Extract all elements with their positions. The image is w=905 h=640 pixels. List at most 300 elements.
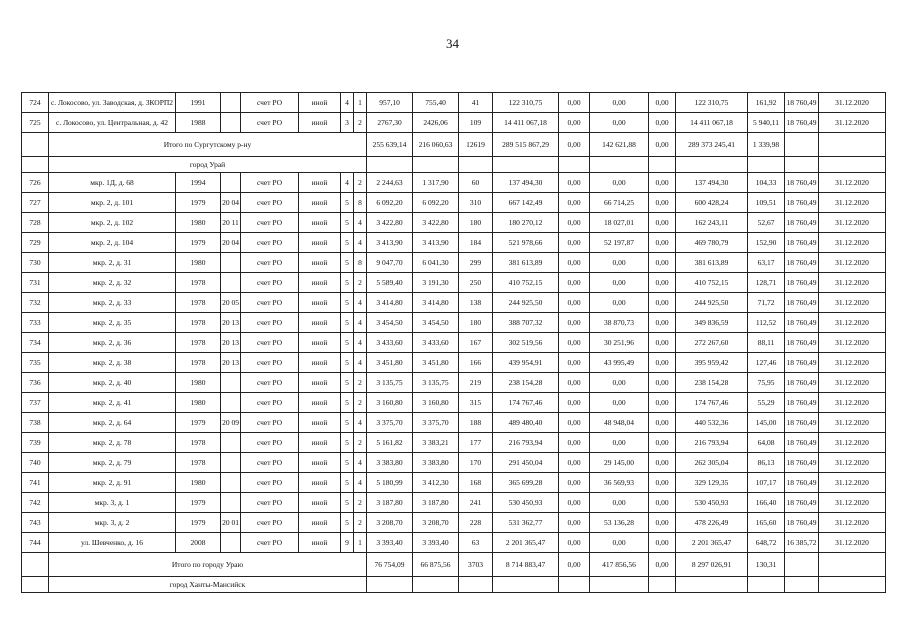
table-row: [22, 373, 886, 393]
table-cell: 31.12.2020: [819, 173, 886, 193]
table-cell: 0,00: [649, 233, 676, 253]
table-cell: 0,00: [559, 493, 590, 513]
table-cell: [785, 577, 819, 593]
table-cell: иной: [299, 413, 341, 433]
table-cell: 0,00: [590, 493, 649, 513]
table-cell: 180: [459, 213, 493, 233]
table-cell: [559, 577, 590, 593]
table-cell: 0,00: [559, 193, 590, 213]
table-row: [22, 393, 886, 413]
table-cell: [459, 577, 493, 593]
total-label: Итого по городу Ураю: [49, 553, 367, 577]
table-row: [22, 93, 886, 113]
table-cell: иной: [299, 433, 341, 453]
table-cell: 122 310,75: [676, 93, 748, 113]
total-label: Итого по Сургутскому р-ну: [49, 133, 367, 157]
table-cell: 0,00: [649, 193, 676, 213]
table-cell: 315: [459, 393, 493, 413]
table-cell: 1979: [176, 193, 221, 213]
table-cell: 241: [459, 493, 493, 513]
table-cell: 291 450,04: [493, 453, 559, 473]
table-cell: 410 752,15: [676, 273, 748, 293]
table-row: [22, 473, 886, 493]
table-row: [22, 533, 886, 553]
table-cell: 166,40: [748, 493, 785, 513]
table-cell: 3703: [459, 553, 493, 577]
table-cell: [785, 553, 819, 577]
table-cell: [221, 173, 241, 193]
table-cell: 238 154,28: [676, 373, 748, 393]
table-cell: 137 494,30: [493, 173, 559, 193]
table-cell: 2: [354, 373, 367, 393]
table-row: [22, 273, 886, 293]
table-cell: 64,08: [748, 433, 785, 453]
table-cell: 299: [459, 253, 493, 273]
table-cell: [819, 577, 886, 593]
table-cell: 75,95: [748, 373, 785, 393]
table-cell: иной: [299, 293, 341, 313]
table-cell: [676, 157, 748, 173]
table-cell: 18 760,49: [785, 213, 819, 233]
table-cell: 0,00: [559, 333, 590, 353]
table-body: [22, 93, 886, 593]
table-cell: 2: [354, 273, 367, 293]
cell-address: с. Локосово, ул. Заводская, д. 3КОРП2: [49, 93, 176, 113]
table-cell: 0,00: [649, 113, 676, 133]
table-cell: 1980: [176, 253, 221, 273]
cell-address: мкр. 2, д. 38: [49, 353, 176, 373]
table-cell: 724: [22, 93, 49, 113]
table-cell: 2426,06: [413, 113, 459, 133]
table-cell: 648,72: [748, 533, 785, 553]
table-cell: 417 856,56: [590, 553, 649, 577]
table-cell: 31.12.2020: [819, 273, 886, 293]
table-cell: 5 161,82: [367, 433, 413, 453]
table-row: [22, 213, 886, 233]
table-cell: 52,67: [748, 213, 785, 233]
table-cell: 439 954,91: [493, 353, 559, 373]
table-cell: 4: [354, 213, 367, 233]
table-cell: 302 519,56: [493, 333, 559, 353]
table-cell: 137 494,30: [676, 173, 748, 193]
table-cell: 1978: [176, 293, 221, 313]
table-cell: счет РО: [241, 333, 299, 353]
table-cell: 3 414,80: [367, 293, 413, 313]
table-cell: 2 201 365,47: [493, 533, 559, 553]
table-cell: 31.12.2020: [819, 293, 886, 313]
table-cell: 0,00: [649, 213, 676, 233]
table-cell: 5: [341, 353, 354, 373]
total-row: [22, 133, 886, 157]
table-cell: 166: [459, 353, 493, 373]
table-cell: 0,00: [649, 453, 676, 473]
table-cell: счет РО: [241, 393, 299, 413]
table-cell: 165,60: [748, 513, 785, 533]
table-cell: 3 187,80: [413, 493, 459, 513]
table-cell: 3 383,21: [413, 433, 459, 453]
table-cell: 138: [459, 293, 493, 313]
table-cell: 18 760,49: [785, 353, 819, 373]
table-cell: 729: [22, 233, 49, 253]
table-cell: [748, 577, 785, 593]
table-cell: счет РО: [241, 473, 299, 493]
table-cell: 4: [354, 353, 367, 373]
table-cell: 5: [341, 193, 354, 213]
table-cell: 0,00: [559, 413, 590, 433]
table-cell: 310: [459, 193, 493, 213]
table-cell: 29 145,00: [590, 453, 649, 473]
table-row: [22, 513, 886, 533]
table-cell: 0,00: [559, 133, 590, 157]
table-cell: 4: [354, 333, 367, 353]
table-cell: иной: [299, 193, 341, 213]
table-cell: 3 433,60: [413, 333, 459, 353]
table-cell: 3 160,80: [367, 393, 413, 413]
table-cell: 8 297 026,91: [676, 553, 748, 577]
table-cell: 1991: [176, 93, 221, 113]
table-cell: 18 760,49: [785, 113, 819, 133]
table-cell: 216 793,94: [676, 433, 748, 453]
cell-address: мкр. 3, д. 2: [49, 513, 176, 533]
table-cell: 1979: [176, 493, 221, 513]
table-cell: 31.12.2020: [819, 513, 886, 533]
table-cell: 3 393,40: [367, 533, 413, 553]
table-cell: счет РО: [241, 293, 299, 313]
table-cell: 5: [341, 333, 354, 353]
table-cell: 3 454,50: [367, 313, 413, 333]
table-cell: счет РО: [241, 233, 299, 253]
cell-address: ул. Шевченко, д. 16: [49, 533, 176, 553]
cell-address: мкр. 2, д. 104: [49, 233, 176, 253]
table-cell: 5 940,11: [748, 113, 785, 133]
table-cell: 18 760,49: [785, 93, 819, 113]
table-cell: 8 714 883,47: [493, 553, 559, 577]
table-cell: 60: [459, 173, 493, 193]
cell-address: мкр. 2, д. 33: [49, 293, 176, 313]
table-cell: 478 226,49: [676, 513, 748, 533]
section-row: [22, 577, 886, 593]
table-cell: 0,00: [559, 233, 590, 253]
table-cell: 53 136,28: [590, 513, 649, 533]
table-cell: 109: [459, 113, 493, 133]
table-cell: счет РО: [241, 313, 299, 333]
table-cell: иной: [299, 513, 341, 533]
table-cell: [221, 373, 241, 393]
housing-registry-table: [21, 92, 886, 593]
table-cell: 410 752,15: [493, 273, 559, 293]
table-cell: 1978: [176, 313, 221, 333]
table-cell: 244 925,50: [493, 293, 559, 313]
table-cell: 31.12.2020: [819, 353, 886, 373]
table-cell: 2: [354, 433, 367, 453]
table-cell: 1: [354, 533, 367, 553]
table-cell: 0,00: [559, 113, 590, 133]
table-cell: 3: [341, 113, 354, 133]
table-cell: 755,40: [413, 93, 459, 113]
table-cell: 0,00: [559, 393, 590, 413]
cell-address: мкр. 2, д. 79: [49, 453, 176, 473]
table-cell: счет РО: [241, 113, 299, 133]
table-cell: 88,11: [748, 333, 785, 353]
table-cell: иной: [299, 273, 341, 293]
table-cell: 18 760,49: [785, 453, 819, 473]
table-cell: [819, 133, 886, 157]
table-cell: 3 383,80: [367, 453, 413, 473]
table-cell: 1 339,98: [748, 133, 785, 157]
table-cell: [367, 157, 413, 173]
table-cell: 289 515 867,29: [493, 133, 559, 157]
table-cell: 112,52: [748, 313, 785, 333]
table-cell: [221, 253, 241, 273]
cell-address: с. Локосово, ул. Центральная, д. 42: [49, 113, 176, 133]
table-cell: 1994: [176, 173, 221, 193]
table-cell: [819, 553, 886, 577]
table-cell: 174 767,46: [676, 393, 748, 413]
table-cell: 0,00: [649, 313, 676, 333]
table-cell: иной: [299, 253, 341, 273]
table-cell: 31.12.2020: [819, 333, 886, 353]
table-cell: 18 760,49: [785, 273, 819, 293]
table-cell: 3 191,30: [413, 273, 459, 293]
table-cell: 731: [22, 273, 49, 293]
cell-address: мкр. 2, д. 40: [49, 373, 176, 393]
table-cell: 228: [459, 513, 493, 533]
table-cell: иной: [299, 313, 341, 333]
table-cell: 0,00: [649, 273, 676, 293]
table-row: [22, 413, 886, 433]
table-cell: 5: [341, 373, 354, 393]
table-cell: 5: [341, 233, 354, 253]
table-cell: 18 760,49: [785, 333, 819, 353]
table-cell: [676, 577, 748, 593]
table-cell: 0,00: [590, 273, 649, 293]
table-cell: 18 760,49: [785, 393, 819, 413]
table-cell: 20 09: [221, 413, 241, 433]
table-cell: счет РО: [241, 453, 299, 473]
table-cell: иной: [299, 233, 341, 253]
table-cell: 1980: [176, 393, 221, 413]
table-cell: [413, 157, 459, 173]
table-cell: 31.12.2020: [819, 453, 886, 473]
table-cell: 734: [22, 333, 49, 353]
table-cell: 31.12.2020: [819, 373, 886, 393]
table-cell: 3 454,50: [413, 313, 459, 333]
table-cell: 5: [341, 453, 354, 473]
table-cell: 2767,30: [367, 113, 413, 133]
table-cell: 31.12.2020: [819, 253, 886, 273]
table-cell: 31.12.2020: [819, 413, 886, 433]
table-cell: 440 532,36: [676, 413, 748, 433]
table-cell: 489 480,40: [493, 413, 559, 433]
table-cell: 3 422,80: [367, 213, 413, 233]
table-cell: 744: [22, 533, 49, 553]
table-cell: 219: [459, 373, 493, 393]
table-cell: [221, 493, 241, 513]
table-cell: 8: [354, 253, 367, 273]
table-row: [22, 353, 886, 373]
table-row: [22, 493, 886, 513]
table-cell: 5: [341, 493, 354, 513]
cell-address: мкр. 2, д. 64: [49, 413, 176, 433]
table-cell: 4: [354, 293, 367, 313]
table-cell: 43 995,49: [590, 353, 649, 373]
cell-address: мкр. 2, д. 41: [49, 393, 176, 413]
table-cell: 128,71: [748, 273, 785, 293]
table-cell: 18 760,49: [785, 513, 819, 533]
table-cell: 0,00: [649, 93, 676, 113]
table-cell: 0,00: [649, 333, 676, 353]
table-cell: 742: [22, 493, 49, 513]
table-cell: 0,00: [559, 453, 590, 473]
table-cell: 18 760,49: [785, 293, 819, 313]
table-cell: [748, 157, 785, 173]
table-cell: 5: [341, 393, 354, 413]
table-cell: 31.12.2020: [819, 473, 886, 493]
table-cell: счет РО: [241, 373, 299, 393]
table-cell: [22, 157, 49, 173]
table-cell: [221, 393, 241, 413]
table-cell: 0,00: [649, 353, 676, 373]
cell-address: мкр. 3, д. 1: [49, 493, 176, 513]
table-cell: [590, 157, 649, 173]
table-cell: [819, 157, 886, 173]
cell-address: мкр. 2, д. 35: [49, 313, 176, 333]
table-cell: 0,00: [559, 533, 590, 553]
table-cell: счет РО: [241, 513, 299, 533]
table-cell: 31.12.2020: [819, 533, 886, 553]
cell-address: мкр. 2, д. 31: [49, 253, 176, 273]
table-cell: 250: [459, 273, 493, 293]
table-cell: 4: [354, 413, 367, 433]
table-cell: [493, 577, 559, 593]
table-cell: 3 413,90: [367, 233, 413, 253]
table-cell: 244 925,50: [676, 293, 748, 313]
table-cell: 14 411 067,18: [676, 113, 748, 133]
table-cell: 3 135,75: [367, 373, 413, 393]
table-cell: иной: [299, 453, 341, 473]
table-cell: [221, 473, 241, 493]
table-cell: 349 836,59: [676, 313, 748, 333]
table-cell: 0,00: [559, 273, 590, 293]
table-cell: 0,00: [590, 113, 649, 133]
table-cell: 521 978,66: [493, 233, 559, 253]
table-cell: 38 870,73: [590, 313, 649, 333]
table-cell: 18 760,49: [785, 373, 819, 393]
table-cell: 0,00: [590, 373, 649, 393]
table-cell: 725: [22, 113, 49, 133]
table-cell: 0,00: [559, 213, 590, 233]
table-cell: 0,00: [649, 293, 676, 313]
table-cell: 4: [354, 233, 367, 253]
table-cell: [649, 577, 676, 593]
table-cell: 3 375,70: [367, 413, 413, 433]
table-cell: счет РО: [241, 253, 299, 273]
table-cell: 6 092,20: [413, 193, 459, 213]
page-number: 34: [446, 36, 459, 51]
table-cell: 161,92: [748, 93, 785, 113]
table-cell: иной: [299, 493, 341, 513]
table-cell: 2: [354, 513, 367, 533]
cell-address: мкр. 2, д. 36: [49, 333, 176, 353]
table-cell: 71,72: [748, 293, 785, 313]
table-cell: 20 05: [221, 293, 241, 313]
table-cell: 109,51: [748, 193, 785, 213]
table-cell: 0,00: [590, 293, 649, 313]
table-cell: 957,10: [367, 93, 413, 113]
table-cell: 12619: [459, 133, 493, 157]
table-cell: 18 760,49: [785, 173, 819, 193]
table-cell: 31.12.2020: [819, 193, 886, 213]
table-cell: 1980: [176, 213, 221, 233]
table-cell: 188: [459, 413, 493, 433]
table-cell: 2: [354, 113, 367, 133]
table-cell: 18 760,49: [785, 253, 819, 273]
table-cell: иной: [299, 213, 341, 233]
table-row: [22, 253, 886, 273]
table-cell: [785, 157, 819, 173]
table-cell: 0,00: [590, 253, 649, 273]
table-cell: иной: [299, 93, 341, 113]
table-cell: 395 959,42: [676, 353, 748, 373]
table-cell: [649, 157, 676, 173]
table-cell: 667 142,49: [493, 193, 559, 213]
table-cell: 0,00: [559, 553, 590, 577]
table-row: [22, 453, 886, 473]
table-cell: 740: [22, 453, 49, 473]
table-cell: 3 412,30: [413, 473, 459, 493]
cell-address: мкр. 2, д. 101: [49, 193, 176, 213]
table-cell: [221, 533, 241, 553]
table-cell: 238 154,28: [493, 373, 559, 393]
table-cell: 381 613,89: [676, 253, 748, 273]
table-cell: 0,00: [559, 513, 590, 533]
table-cell: иной: [299, 333, 341, 353]
table-cell: 162 243,11: [676, 213, 748, 233]
table-cell: 31.12.2020: [819, 433, 886, 453]
table-cell: [785, 133, 819, 157]
section-label: город Урай: [49, 157, 367, 173]
table-cell: 5: [341, 293, 354, 313]
table-cell: 1980: [176, 373, 221, 393]
table-cell: 9 047,70: [367, 253, 413, 273]
table-cell: счет РО: [241, 353, 299, 373]
table-cell: 76 754,09: [367, 553, 413, 577]
table-cell: 31.12.2020: [819, 93, 886, 113]
table-row: [22, 233, 886, 253]
table-cell: 2: [354, 393, 367, 413]
table-cell: 130,31: [748, 553, 785, 577]
table-cell: 48 948,04: [590, 413, 649, 433]
table-cell: 18 760,49: [785, 313, 819, 333]
table-cell: 107,17: [748, 473, 785, 493]
table-cell: [221, 433, 241, 453]
table-cell: счет РО: [241, 533, 299, 553]
table-cell: 2 244,63: [367, 173, 413, 193]
table-cell: 31.12.2020: [819, 213, 886, 233]
table-row: [22, 173, 886, 193]
table-cell: счет РО: [241, 273, 299, 293]
table-cell: 1979: [176, 413, 221, 433]
table-cell: иной: [299, 173, 341, 193]
table-cell: 174 767,46: [493, 393, 559, 413]
table-cell: 63,17: [748, 253, 785, 273]
table-cell: 1988: [176, 113, 221, 133]
table-cell: 0,00: [649, 533, 676, 553]
table-cell: 5: [341, 253, 354, 273]
table-cell: счет РО: [241, 173, 299, 193]
table-cell: 0,00: [559, 433, 590, 453]
table-cell: 1978: [176, 333, 221, 353]
